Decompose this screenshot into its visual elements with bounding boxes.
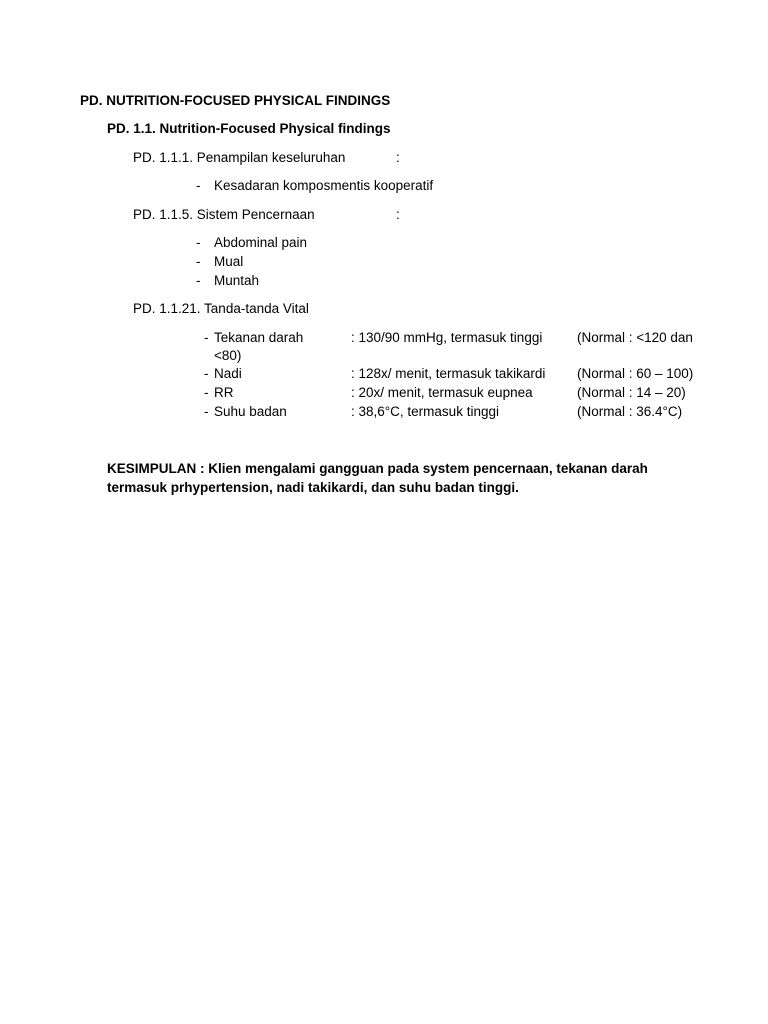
vitals-label: PD. 1.1.21. Tanda-tanda Vital [133,301,309,316]
appearance-label: PD. 1.1.1. Penampilan keseluruhan [133,150,346,165]
digestive-item: Muntah [214,273,260,288]
list-bullet: - [204,366,209,381]
list-bullet: - [204,385,209,400]
vital-value: : 20x/ menit, termasuk eupnea [351,385,533,400]
appearance-item: Kesadaran komposmentis kooperatif [214,178,434,193]
digestive-item: Abdominal pain [214,235,308,250]
conclusion-line-2: termasuk prhypertension, nadi takikardi, dan suhu badan tinggi. [107,480,519,495]
list-bullet: - [196,178,201,193]
vital-name: Suhu badan [214,404,287,419]
vital-normal: (Normal : <120 dan [577,330,693,345]
digestive-colon: : [396,207,400,222]
vital-value: : 38,6°C, termasuk tinggi [351,404,499,419]
vital-name: RR [214,385,234,400]
digestive-label: PD. 1.1.5. Sistem Pencernaan [133,207,315,222]
list-bullet: - [204,404,209,419]
appearance-colon: : [396,150,400,165]
vital-name: Tekanan darah [214,330,304,345]
section-title: PD. NUTRITION-FOCUSED PHYSICAL FINDINGS [80,93,391,108]
vital-value: : 130/90 mmHg, termasuk tinggi [351,330,543,345]
list-bullet: - [196,273,201,288]
vital-normal: (Normal : 60 – 100) [577,366,694,381]
vital-normal-continued: <80) [214,348,242,363]
subsection-title: PD. 1.1. Nutrition-Focused Physical findings [107,121,391,136]
conclusion-line-1: KESIMPULAN : Klien mengalami gangguan pada system pencernaan, tekanan darah [107,461,648,476]
vital-normal: (Normal : 36.4°C) [577,404,683,419]
list-bullet: - [196,254,201,269]
vital-normal: (Normal : 14 – 20) [577,385,686,400]
digestive-item: Mual [214,254,244,269]
list-bullet: - [196,235,201,250]
vital-value: : 128x/ menit, termasuk takikardi [351,366,546,381]
list-bullet: - [204,330,209,345]
vital-name: Nadi [214,366,242,381]
